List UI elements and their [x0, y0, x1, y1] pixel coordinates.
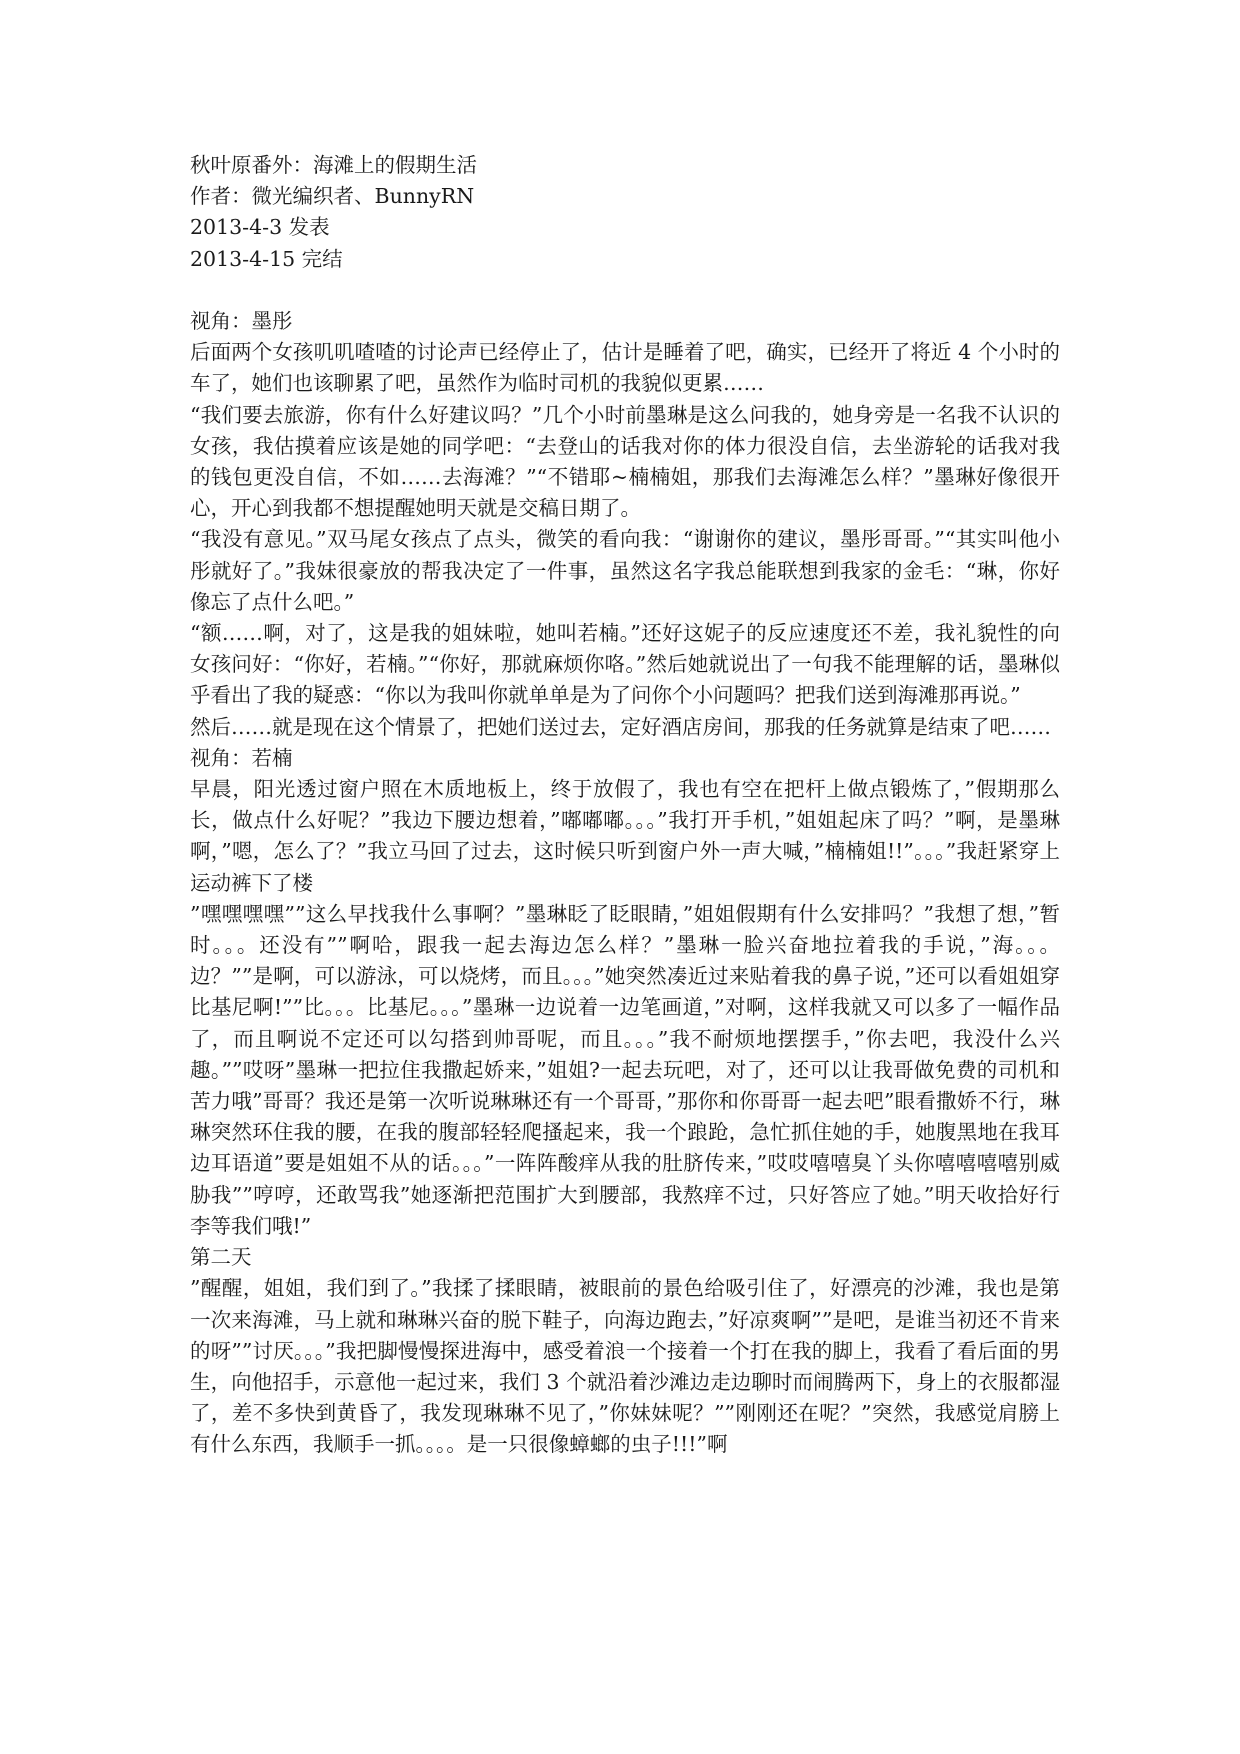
- paragraph: 然后……就是现在这个情景了，把她们送过去，定好酒店房间，那我的任务就算是结束了吧……: [190, 714, 1051, 739]
- paragraph: ”醒醒，姐姐，我们到了。”我揉了揉眼睛，被眼前的景色给吸引住了，好漂亮的沙滩，我也是第一次来海滩，马上就和琳琳兴奋的脱下鞋子，向海边跑去，”好凉爽啊””是吧，是谁当初还不肯来的呀””讨厌。。。”我把脚慢慢探进海中，感受着浪一个接着一个打在我的脚上，我看了看后面的男生，向他招手，示意他一起过来，我们 3 个就沿着沙滩边走边聊时而闹腾两下，身上的衣服都湿了，差不多快到黄昏了，我发现琳琳不见了，”你妹妹呢？””刚刚还在呢？”突然，我感觉肩膀上有什么东西，我顺手一抓。。。。是一只很像蟑螂的虫子!!!”啊: [190, 1276, 1060, 1457]
- publish-date: 2013-4-3 发表: [190, 215, 330, 240]
- blank-line: [190, 275, 1060, 306]
- paragraph: ”嘿嘿嘿嘿””这么早找我什么事啊？”墨琳眨了眨眼睛，”姐姐假期有什么安排吗？”我想了想，”暂时。。。还没有””啊哈，跟我一起去海边怎么样？”墨琳一脸兴奋地拉着我的手说，”海。。。边？””是啊，可以游泳，可以烧烤，而且。。。”她突然凑近过来贴着我的鼻子说，”还可以看姐姐穿比基尼啊!””比。。。比基尼。。。”墨琳一边说着一边笔画道，”对啊，这样我就又可以多了一幅作品了，而且啊说不定还可以勾搭到帅哥呢，而且。。。”我不耐烦地摆摆手，”你去吧，我没什么兴趣。””哎呀”墨琳一把拉住我撒起娇来，”姐姐?一起去玩吧，对了，还可以让我哥做免费的司机和苦力哦”哥哥？我还是第一次听说琳琳还有一个哥哥，”那你和你哥哥一起去吧”眼看撒娇不行，琳琳突然环住我的腰，在我的腹部轻轻爬搔起来，我一个踉跄，急忙抓住她的手，她腹黑地在我耳边耳语道”要是姐姐不从的话。。。”一阵阵酸痒从我的肚脐传来，”哎哎嘻嘻臭丫头你嘻嘻嘻嘻别威胁我””哼哼，还敢骂我”她逐渐把范围扩大到腰部，我熬痒不过，只好答应了她。”明天收拾好行李等我们哦!”: [190, 901, 1060, 1238]
- paragraph: 后面两个女孩叽叽喳喳的讨论声已经停止了，估计是睡着了吧，确实，已经开了将近 4 个小时的车了，她们也该聊累了吧，虽然作为临时司机的我貌似更累……: [190, 340, 1060, 396]
- paragraph: “我们要去旅游，你有什么好建议吗？”几个小时前墨琳是这么问我的，她身旁是一名我不认识的女孩，我估摸着应该是她的同学吧：“去登山的话我对你的体力很没自信，去坐游轮的话我对我的钱包更没自信，不如……去海滩？”“不错耶~楠楠姐，那我们去海滩怎么样？”墨琳好像很开心，开心到我都不想提醒她明天就是交稿日期了。: [190, 402, 1060, 521]
- viewpoint-heading-ruonan: 视角：若楠: [190, 745, 293, 770]
- viewpoint-heading-motong: 视角：墨彤: [190, 309, 293, 333]
- story-title: 秋叶原番外：海滩上的假期生活: [190, 153, 477, 177]
- completion-date: 2013-4-15 完结: [190, 246, 343, 271]
- paragraph: “额……啊，对了，这是我的姐妹啦，她叫若楠。”还好这妮子的反应速度还不差，我礼貌性的向女孩问好：“你好，若楠。”“你好，那就麻烦你咯。”然后她就说出了一句我不能理解的话，墨琳似乎看出了我的疑惑：“你以为我叫你就单单是为了问你个小问题吗？把我们送到海滩那再说。”: [190, 621, 1060, 708]
- document-page: [190, 150, 1060, 1461]
- paragraph: 早晨，阳光透过窗户照在木质地板上，终于放假了，我也有空在把杆上做点锻炼了，”假期那么长，做点什么好呢？”我边下腰边想着，”嘟嘟嘟。。。”我打开手机，”姐姐起床了吗？”啊，是墨琳啊，”嗯，怎么了？”我立马回了过去，这时候只听到窗户外一声大喊，”楠楠姐!!”。。。”我赶紧穿上运动裤下了楼: [190, 777, 1060, 895]
- paragraph: “我没有意见。”双马尾女孩点了点头，微笑的看向我：“谢谢你的建议，墨彤哥哥。”“其实叫他小彤就好了。”我妹很豪放的帮我决定了一件事，虽然这名字我总能联想到我家的金毛：“琳，你好像忘了点什么吧。”: [190, 527, 1060, 614]
- author-line: 作者：微光编织者、BunnyRN: [190, 184, 475, 209]
- section-heading-second-day: 第二天: [190, 1245, 252, 1270]
